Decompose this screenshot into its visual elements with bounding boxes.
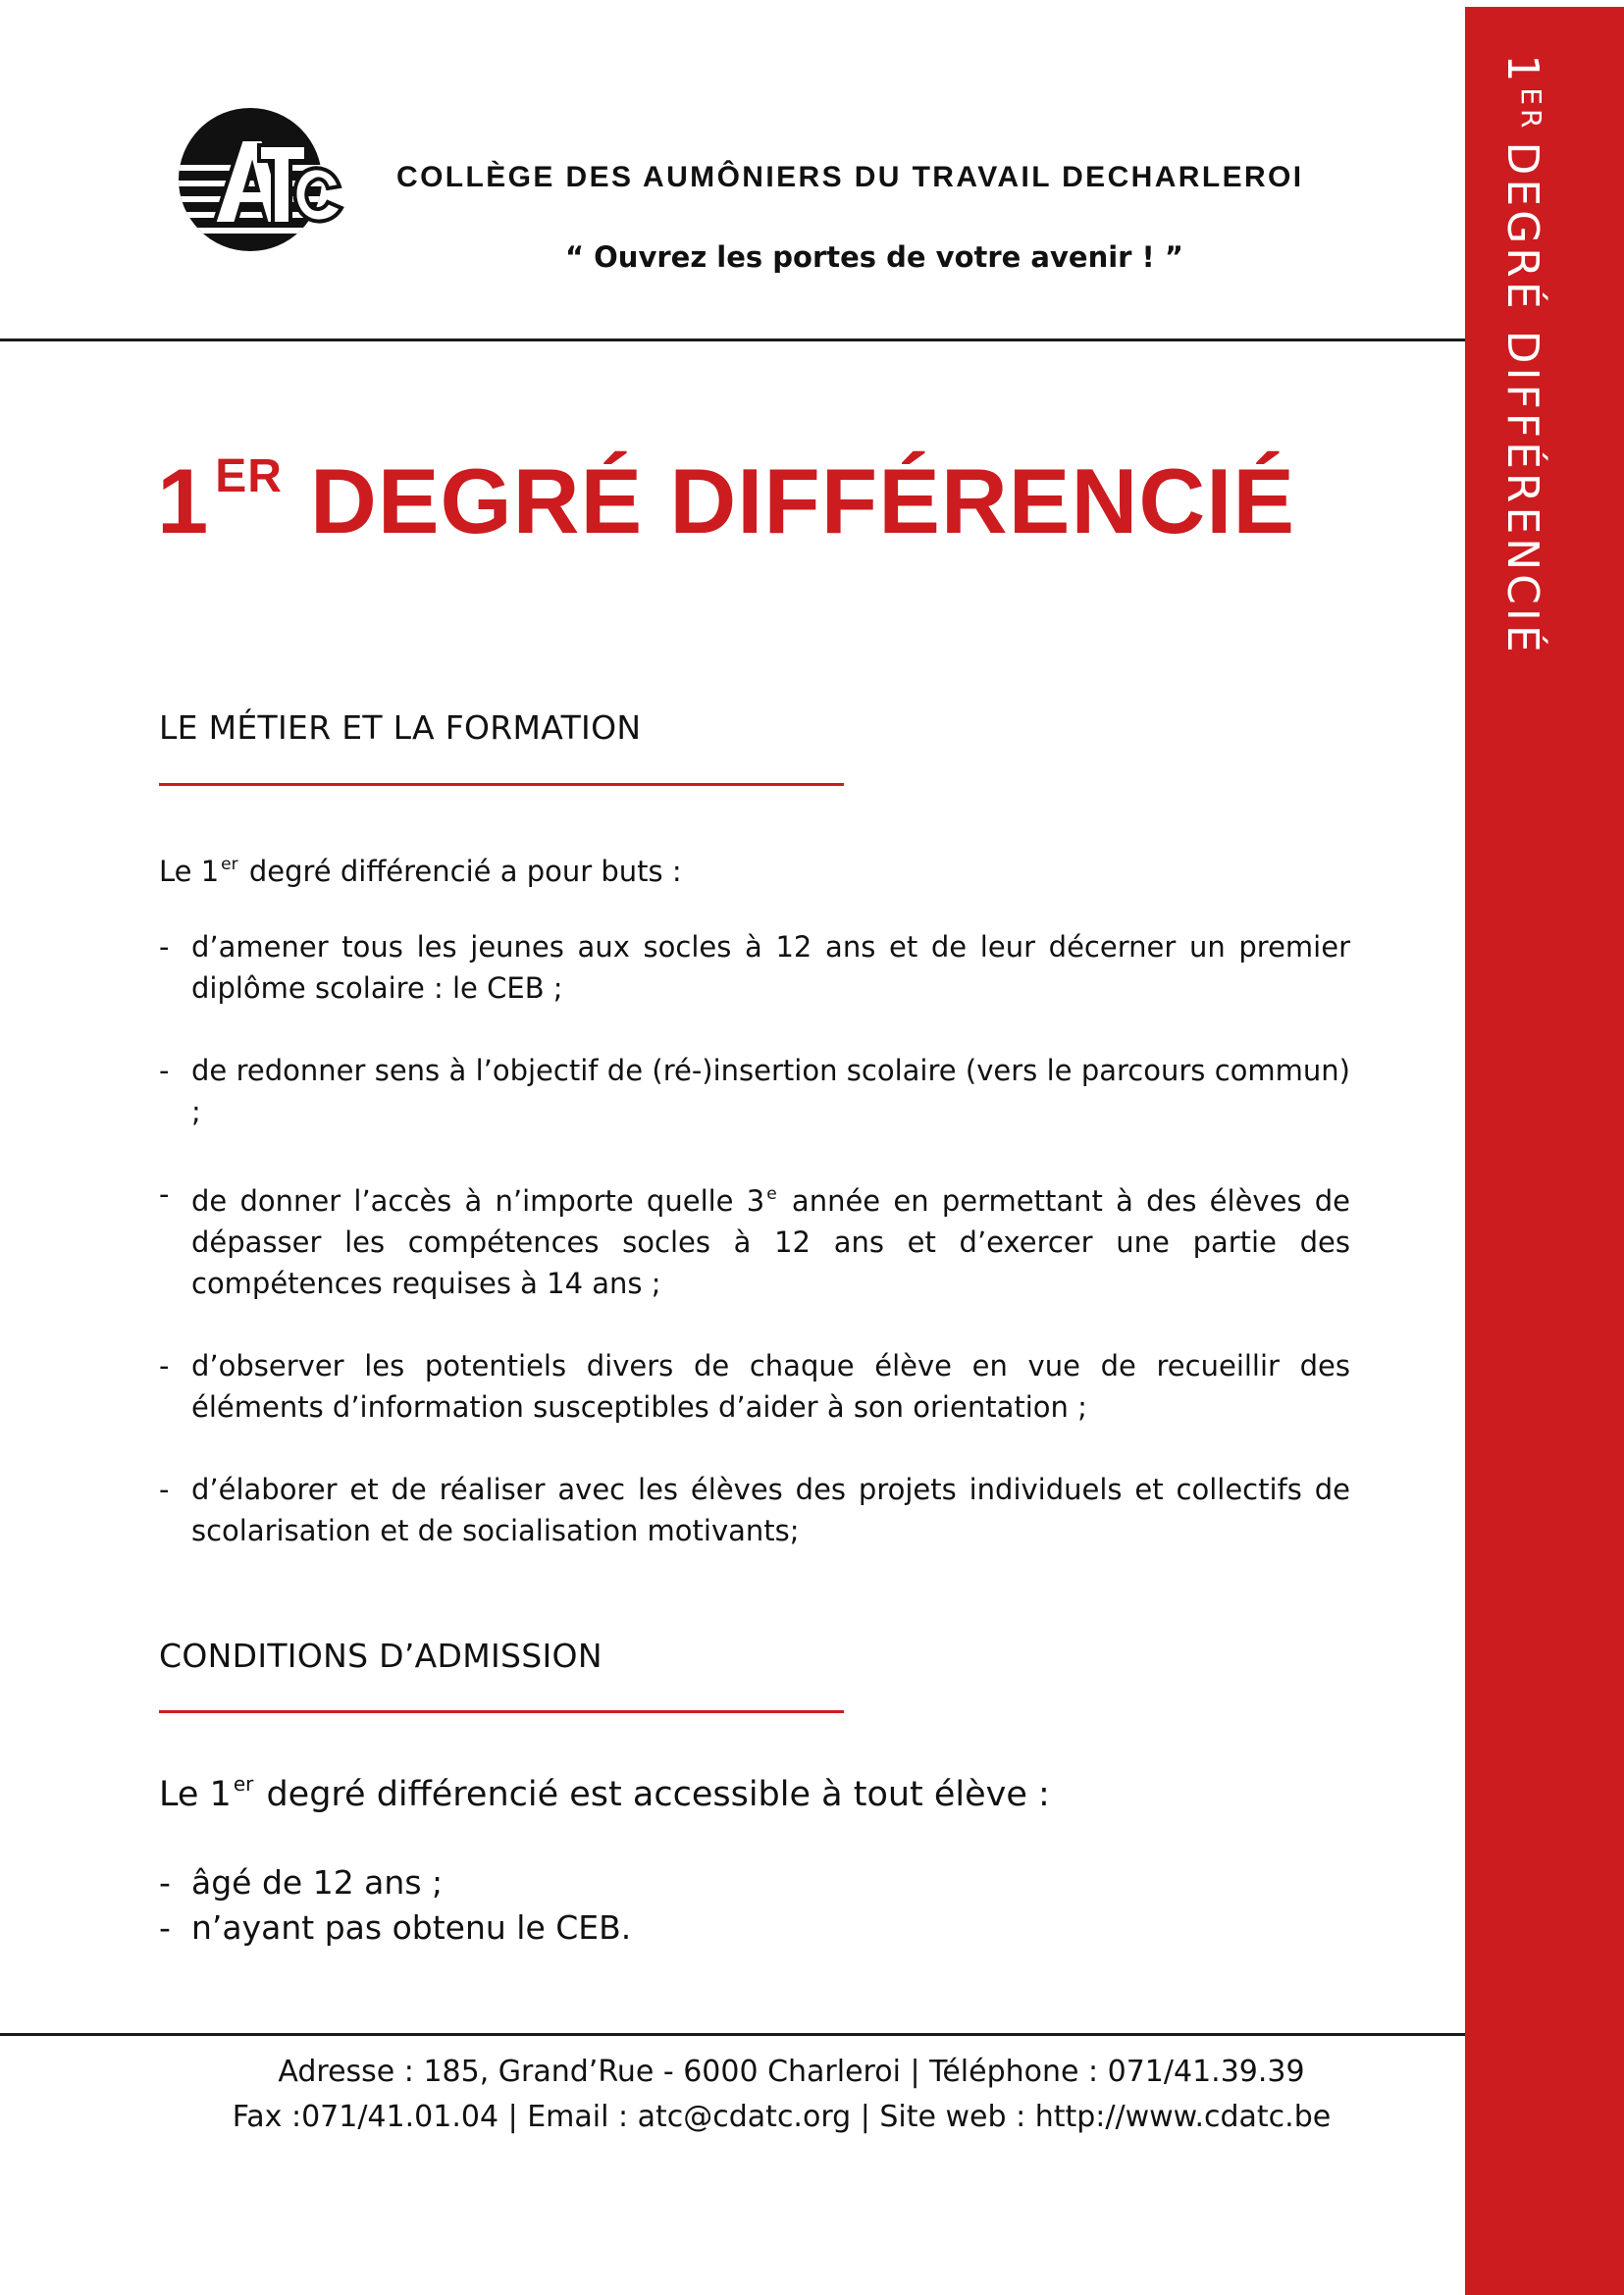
list-item-sup: e (766, 1184, 777, 1204)
page-title-number: 1 (157, 449, 210, 552)
list-item-text-pre: de donner l’accès à n’importe quelle 3 (191, 1184, 765, 1218)
intro-sup: er (221, 855, 238, 874)
page-title-sup: ER (215, 450, 283, 502)
admission-text-pre: Le 1 (159, 1775, 232, 1814)
org-name: COLLÈGE DES AUMÔNIERS DU TRAVAIL DECHARLEROI (396, 161, 1304, 193)
list-item: - d’amener tous les jeunes aux socles à 12 ans et de leur décerner un premier diplôme scolaire : le CEB ; (159, 926, 1350, 1009)
admission-sup: er (233, 1772, 254, 1796)
page-title-text: DEGRÉ DIFFÉRENCIÉ (309, 449, 1296, 552)
footer-contact: Fax :071/41.01.04 | Email : atc@cdatc.org | Site web : http://www.cdatc.be (232, 2100, 1332, 2134)
section-underline (159, 1710, 844, 1713)
intro-text-pre: Le 1 (159, 855, 220, 888)
section-heading-admission: CONDITIONS D’ADMISSION (159, 1637, 602, 1675)
header-divider (0, 339, 1465, 341)
intro-text-post: degré différencié a pour buts : (239, 855, 682, 888)
section-underline (159, 783, 844, 786)
goals-list (159, 926, 1350, 1592)
school-motto: “ Ouvrez les portes de votre avenir ! ” (565, 240, 1183, 274)
footer-address: Adresse : 185, Grand’Rue - 6000 Charleroi | Téléphone : 071/41.39.39 (278, 2055, 1305, 2089)
sidebar-title-sup: ER (1515, 87, 1547, 132)
atc-logo (157, 106, 345, 253)
admission-text-post: degré différencié est accessible à tout élève : (255, 1775, 1050, 1814)
sidebar-title-text: DEGRÉ DIFFÉRENCIÉ (1497, 141, 1547, 656)
admission-intro (159, 1772, 1050, 1814)
list-item: - de redonner sens à l’objectif de (ré-)insertion scolaire (vers le parcours commun) ; (159, 1050, 1350, 1132)
footer-divider (0, 2033, 1465, 2036)
list-item: - d’observer les potentiels divers de chaque élève en vue de recueillir des éléments d’information susceptibles d’aider à son orientation ; (159, 1345, 1350, 1428)
list-item-text-post: année en permettant à des élèves de dépasser les compétences socles à 12 ans et d’exercer une partie des compétences requises à 14 ans ; (191, 1184, 1351, 1300)
sidebar-title-number: 1 (1497, 54, 1547, 86)
list-item (159, 1174, 1350, 1304)
sidebar-vertical-title (1497, 54, 1547, 656)
page-title (157, 449, 1296, 552)
list-item: - n’ayant pas obtenu le CEB. (159, 1905, 1350, 1951)
list-item: - d’élaborer et de réaliser avec les élèves des projets individuels et collectifs de scolarisation et de socialisation motivants; (159, 1469, 1350, 1551)
admission-list (159, 1860, 1350, 1951)
section-intro (159, 844, 1350, 892)
sidebar-banner (1465, 7, 1624, 2295)
section-heading-formation: LE MÉTIER ET LA FORMATION (159, 708, 642, 747)
list-item: - âgé de 12 ans ; (159, 1860, 1350, 1905)
